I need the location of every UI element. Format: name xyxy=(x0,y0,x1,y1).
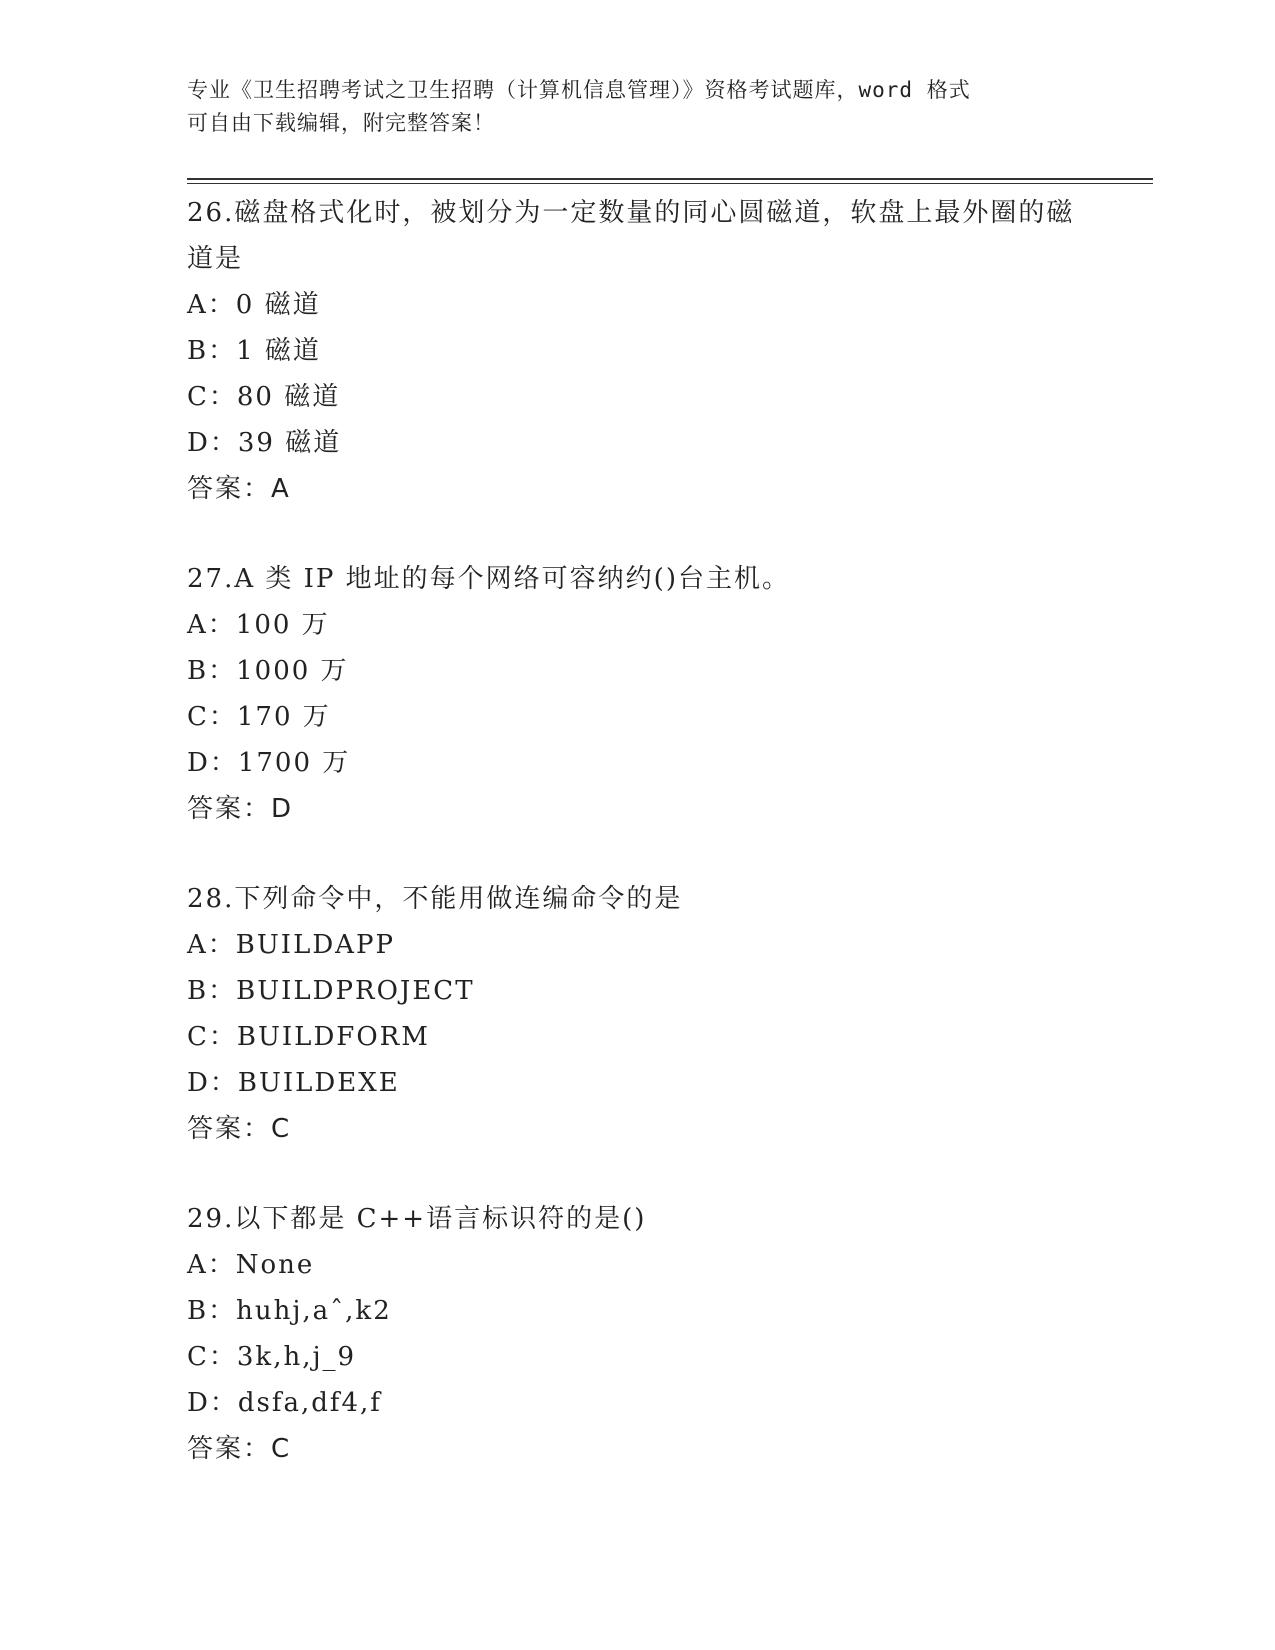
question-stem: 27.A 类 IP 地址的每个网络可容纳约()台主机。 xyxy=(187,564,790,594)
question-stem: 28.下列命令中，不能用做连编命令的是 xyxy=(187,884,683,914)
question-26 xyxy=(187,190,1153,512)
option-d: D：dsfa,df4,f xyxy=(187,1388,382,1418)
question-list xyxy=(187,190,1153,1472)
option-b: B：huhj,aˆ,k2 xyxy=(187,1296,392,1326)
header-line-2: 可自由下载编辑，附完整答案！ xyxy=(187,111,495,135)
answer-line: 答案：A xyxy=(187,474,291,504)
option-a: A：0 磁道 xyxy=(187,290,321,320)
question-stem: 26.磁盘格式化时，被划分为一定数量的同心圆磁道，软盘上最外圈的磁道是 xyxy=(187,198,1075,274)
option-b: B：1 磁道 xyxy=(187,336,321,366)
question-29 xyxy=(187,1196,1153,1472)
option-c: C：BUILDFORM xyxy=(187,1022,430,1052)
option-b: B：BUILDPROJECT xyxy=(187,976,475,1006)
answer-line: 答案：C xyxy=(187,1434,292,1464)
option-c: C：80 磁道 xyxy=(187,382,341,412)
option-b: B：1000 万 xyxy=(187,656,349,686)
option-c: C：170 万 xyxy=(187,702,331,732)
question-stem: 29.以下都是 C++语言标识符的是() xyxy=(187,1204,647,1234)
option-a: A：BUILDAPP xyxy=(187,930,395,960)
question-spacer xyxy=(187,832,1153,876)
question-27 xyxy=(187,556,1153,832)
answer-line: 答案：C xyxy=(187,1114,292,1144)
option-c: C：3k,h,j_9 xyxy=(187,1342,357,1372)
option-a: A：100 万 xyxy=(187,610,330,640)
header-line-1: 专业《卫生招聘考试之卫生招聘（计算机信息管理）》资格考试题库，word 格式 xyxy=(187,78,971,102)
question-spacer xyxy=(187,1152,1153,1196)
option-a: A：None xyxy=(187,1250,315,1280)
header-divider-thick xyxy=(187,178,1153,180)
header-divider-thin xyxy=(187,183,1153,184)
answer-line: 答案：D xyxy=(187,794,294,824)
document-header xyxy=(187,74,1087,140)
option-d: D：39 磁道 xyxy=(187,428,342,458)
question-28 xyxy=(187,876,1153,1152)
option-d: D：BUILDEXE xyxy=(187,1068,400,1098)
option-d: D：1700 万 xyxy=(187,748,351,778)
question-spacer xyxy=(187,512,1153,556)
